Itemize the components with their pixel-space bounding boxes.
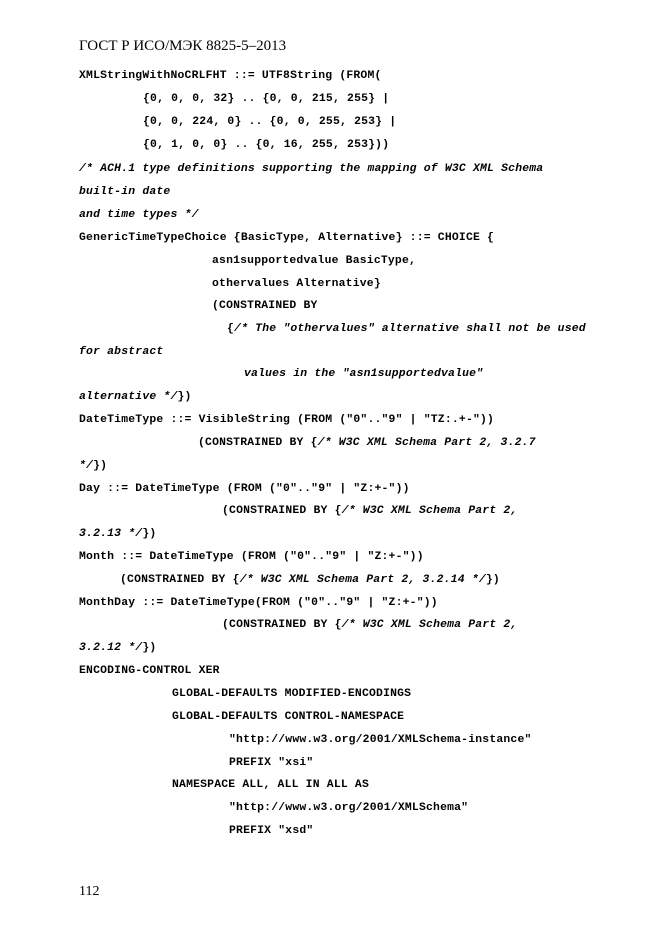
code-line: GLOBAL-DEFAULTS MODIFIED-ENCODINGS [172,688,412,700]
code-line: (CONSTRAINED BY {/* W3C XML Schema Part 2, 3.2.14 */}) [120,574,500,586]
code-line: {/* The "othervalues" alternative shall not be used [227,323,586,335]
document-header: ГОСТ Р ИСО/МЭК 8825-5–2013 [79,38,287,54]
code-line: */}) [79,460,108,472]
comment-line: for abstract [79,346,164,358]
comment-line: alternative */}) [79,391,192,403]
comment-line: /* ACH.1 type definitions supporting the mapping of W3C XML Schema [79,163,544,175]
page-number: 112 [79,884,100,899]
code-line: PREFIX "xsd" [229,825,314,837]
code-line: Day ::= DateTimeType (FROM ("0".."9" | "Z:+-")) [79,483,410,495]
code-line: 3.2.12 */}) [79,642,157,654]
code-line: "http://www.w3.org/2001/XMLSchema" [229,802,469,814]
comment-line: and time types */ [79,209,199,221]
code-line: XMLStringWithNoCRLFHT ::= UTF8String (FROM( [79,70,382,82]
code-line: (CONSTRAINED BY [212,300,318,312]
code-line: PREFIX "xsi" [229,757,314,769]
code-line: asn1supportedvalue BasicType, [212,255,417,267]
code-line: DateTimeType ::= VisibleString (FROM ("0".."9" | "TZ:.+-")) [79,414,495,426]
code-line: (CONSTRAINED BY {/* W3C XML Schema Part 2, 3.2.7 [198,437,536,449]
code-line: ENCODING-CONTROL XER [79,665,220,677]
code-line: NAMESPACE ALL, ALL IN ALL AS [172,779,369,791]
code-line: othervalues Alternative} [212,278,381,290]
code-line: {0, 1, 0, 0} .. {0, 16, 255, 253})) [143,139,390,151]
code-line: MonthDay ::= DateTimeType(FROM ("0".."9" | "Z:+-")) [79,597,438,609]
code-line: GLOBAL-DEFAULTS CONTROL-NAMESPACE [172,711,405,723]
comment-line: values in the "asn1supportedvalue" [244,368,484,380]
code-line: Month ::= DateTimeType (FROM ("0".."9" | "Z:+-")) [79,551,424,563]
code-line: 3.2.13 */}) [79,528,157,540]
code-line: (CONSTRAINED BY {/* W3C XML Schema Part 2, [222,619,518,631]
comment-line: built-in date [79,186,171,198]
code-line: (CONSTRAINED BY {/* W3C XML Schema Part 2, [222,505,518,517]
code-line: "http://www.w3.org/2001/XMLSchema-instance" [229,734,532,746]
code-line: {0, 0, 0, 32} .. {0, 0, 215, 255} | [143,93,390,105]
code-line: {0, 0, 224, 0} .. {0, 0, 255, 253} | [143,116,397,128]
code-line: GenericTimeTypeChoice {BasicType, Alternative} ::= CHOICE { [79,232,495,244]
